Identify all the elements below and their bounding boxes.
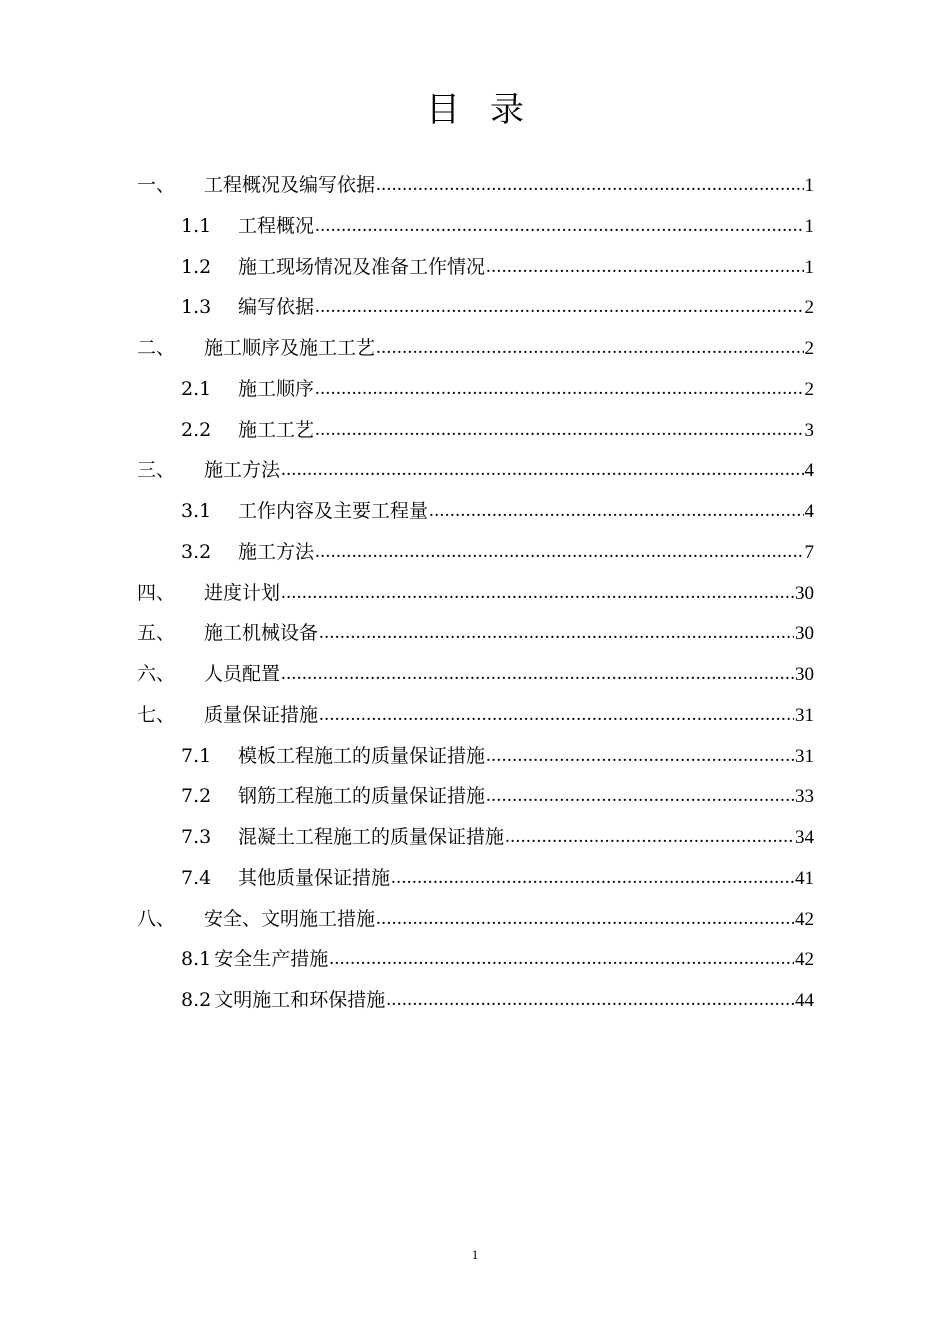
toc-entry[interactable] xyxy=(137,899,814,940)
toc-entry-title: 编写依据 xyxy=(238,296,315,319)
toc-entry-title: 混凝土工程施工的质量保证措施 xyxy=(238,826,505,848)
toc-entry-page: 42 xyxy=(795,949,814,971)
toc-entry-page: 4 xyxy=(804,501,814,522)
toc-entry[interactable] xyxy=(137,654,814,695)
toc-entry-page: 30 xyxy=(795,582,814,604)
page-title: 目录 xyxy=(426,90,554,130)
toc-entry-page: 34 xyxy=(795,827,814,848)
toc-entry[interactable] xyxy=(137,491,814,532)
toc-entry-page: 1 xyxy=(804,256,814,278)
toc-dot-leader xyxy=(486,776,794,817)
toc-entry-number: 七、 xyxy=(137,703,176,726)
toc-entry[interactable] xyxy=(137,695,814,736)
toc-entry-number: 1.3 xyxy=(181,296,212,319)
toc-entry[interactable] xyxy=(137,165,814,206)
toc-dot-leader xyxy=(281,654,794,695)
toc-entry[interactable] xyxy=(137,858,814,899)
toc-dot-leader xyxy=(386,980,794,1021)
toc-dot-leader xyxy=(315,532,803,573)
toc-dot-leader xyxy=(319,613,794,654)
toc-dot-leader xyxy=(329,939,794,980)
toc-entry-title: 安全、文明施工措施 xyxy=(204,907,376,930)
toc-entry-title: 进度计划 xyxy=(204,581,281,604)
toc-entry-title: 施工方法 xyxy=(238,540,315,563)
toc-entry-number: 7.4 xyxy=(181,866,212,889)
toc-entry[interactable] xyxy=(137,573,814,614)
toc-entry[interactable] xyxy=(137,410,814,451)
toc-entry-page: 4 xyxy=(804,460,814,482)
toc-dot-leader xyxy=(315,206,803,247)
toc-dot-leader xyxy=(391,858,794,899)
toc-entry-number: 六、 xyxy=(137,663,176,685)
toc-entry-title: 工程概况及编写依据 xyxy=(204,174,376,196)
toc-dot-leader xyxy=(376,165,803,206)
toc-entry-title: 施工机械设备 xyxy=(204,622,319,645)
toc-entry[interactable] xyxy=(137,776,814,817)
toc-entry[interactable] xyxy=(137,247,814,288)
toc-entry-number: 7.2 xyxy=(181,785,212,808)
toc-entry-title: 其他质量保证措施 xyxy=(238,866,391,889)
toc-entry-title: 安全生产措施 xyxy=(214,948,329,971)
toc-dot-leader xyxy=(281,450,803,491)
toc-dot-leader xyxy=(376,328,803,369)
toc-entry-title: 施工工艺 xyxy=(238,418,315,441)
toc-entry[interactable] xyxy=(137,287,814,328)
toc-dot-leader xyxy=(505,817,794,858)
toc-dot-leader xyxy=(486,736,794,777)
toc-entry-page: 7 xyxy=(804,541,814,563)
toc-entry-page: 31 xyxy=(795,745,814,767)
toc-dot-leader xyxy=(319,695,794,736)
toc-entry-page: 30 xyxy=(795,623,814,645)
toc-entry-title: 模板工程施工的质量保证措施 xyxy=(238,744,486,767)
toc-dot-leader xyxy=(315,410,803,451)
toc-entry-page: 2 xyxy=(804,297,814,319)
toc-entry-page: 44 xyxy=(795,990,814,1011)
toc-entry-number: 7.3 xyxy=(181,826,212,848)
toc-entry-title: 钢筋工程施工的质量保证措施 xyxy=(238,785,486,808)
toc-entry[interactable] xyxy=(137,532,814,573)
toc-entry-page: 1 xyxy=(804,215,814,237)
toc-entry-number: 3.1 xyxy=(181,500,212,522)
toc-entry-page: 2 xyxy=(804,338,814,359)
toc-entry-number: 1.2 xyxy=(181,255,212,278)
toc-entry-number: 1.1 xyxy=(181,214,212,237)
page-number: 1 xyxy=(471,1247,479,1262)
toc-dot-leader xyxy=(376,899,794,940)
toc-entry-page: 42 xyxy=(795,908,814,930)
toc-entry[interactable] xyxy=(137,980,814,1021)
toc-dot-leader xyxy=(429,491,803,532)
toc-entry-number: 2.1 xyxy=(181,377,212,400)
toc-entry-page: 33 xyxy=(795,786,814,808)
toc-entry-number: 三、 xyxy=(137,459,176,482)
toc-dot-leader xyxy=(315,287,803,328)
toc-entry-title: 工作内容及主要工程量 xyxy=(238,500,429,522)
toc-entry-number: 二、 xyxy=(137,337,176,359)
toc-entry-number: 8.1 xyxy=(181,948,212,971)
toc-entry-number: 八、 xyxy=(137,907,176,930)
toc-entry-title: 施工顺序及施工工艺 xyxy=(204,337,376,359)
toc-entry-title: 质量保证措施 xyxy=(204,703,319,726)
toc-entry-title: 施工顺序 xyxy=(238,377,315,400)
toc-entry-page: 3 xyxy=(804,419,814,441)
toc-entry-page: 2 xyxy=(804,378,814,400)
toc-entry[interactable] xyxy=(137,613,814,654)
toc-entry-number: 四、 xyxy=(137,581,176,604)
toc-entry-title: 施工方法 xyxy=(204,459,281,482)
toc-entry-page: 1 xyxy=(804,175,814,196)
toc-entry-number: 一、 xyxy=(137,174,176,196)
toc-dot-leader xyxy=(486,247,803,288)
toc-entry-number: 2.2 xyxy=(181,418,212,441)
toc-entry[interactable] xyxy=(137,328,814,369)
toc-entry-page: 31 xyxy=(795,704,814,726)
toc-entry-title: 文明施工和环保措施 xyxy=(214,989,386,1011)
toc-entry-number: 3.2 xyxy=(181,540,212,563)
toc-dot-leader xyxy=(281,573,794,614)
toc-entry-page: 30 xyxy=(795,664,814,685)
toc-entry-title: 施工现场情况及准备工作情况 xyxy=(238,255,486,278)
toc-entry[interactable] xyxy=(137,939,814,980)
toc-entry-title: 工程概况 xyxy=(238,214,315,237)
toc-entry-title: 人员配置 xyxy=(204,663,281,685)
toc-entry-number: 8.2 xyxy=(181,989,212,1011)
toc-entry[interactable] xyxy=(137,450,814,491)
toc-dot-leader xyxy=(315,369,803,410)
toc-entry[interactable] xyxy=(137,736,814,777)
toc-entry-number: 五、 xyxy=(137,622,176,645)
toc-entry[interactable] xyxy=(137,206,814,247)
toc-entry[interactable] xyxy=(137,369,814,410)
toc-entry[interactable] xyxy=(137,817,814,858)
toc-entry-number: 7.1 xyxy=(181,744,212,767)
table-of-contents xyxy=(137,165,814,1021)
toc-entry-page: 41 xyxy=(795,867,814,889)
